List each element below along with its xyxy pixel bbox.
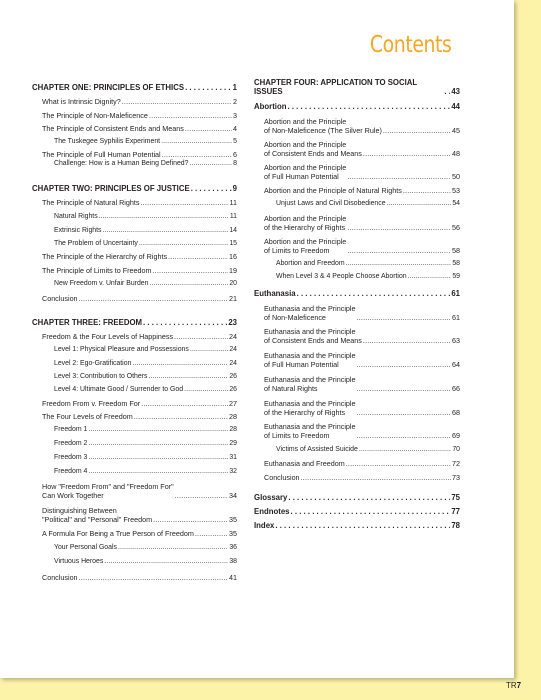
- toc-entry-title: The Tuskegee Syphilis Experiment: [54, 138, 161, 145]
- toc-entry-page: 21: [229, 294, 237, 303]
- toc-entry-page: 59: [452, 273, 460, 280]
- dot-leader: [143, 318, 227, 327]
- toc-entry-title: Euthanasia and the Principle of Non-Maleficence: [264, 304, 356, 322]
- toc-entry-title: CHAPTER TWO: PRINCIPLES OF JUSTICE: [32, 184, 190, 193]
- toc-entry-page: 41: [229, 573, 237, 582]
- toc-entry: [42, 482, 237, 500]
- toc-entry-title: Natural Rights: [54, 213, 98, 220]
- toc-entry-title: Virtuous Heroes: [54, 558, 104, 565]
- toc-entry-title: Euthanasia and the Principle of Consistent Ends and Means: [264, 327, 362, 345]
- toc-entry-page: 5: [233, 138, 237, 145]
- toc-entry-page: 6: [233, 150, 237, 159]
- toc-entry-page: 24: [229, 346, 237, 353]
- toc-entry-title: The Principle of Limits to Freedom: [42, 266, 152, 275]
- dot-leader: [189, 159, 232, 168]
- dot-leader: [168, 252, 228, 261]
- toc-entry-page: 27: [229, 399, 237, 408]
- toc-entry-page: 26: [229, 373, 237, 380]
- dot-leader: [99, 212, 229, 221]
- toc-entry-title: Freedom & the Four Levels of Happiness: [42, 332, 174, 341]
- toc-entry-page: 68: [452, 408, 460, 417]
- toc-entry-title: A Formula For Being a True Person of Freedom: [42, 529, 194, 538]
- toc-entry: [264, 459, 460, 468]
- toc-entry-title: The Principle of the Hierarchy of Rights: [42, 252, 168, 261]
- toc-column-right: [254, 78, 460, 530]
- toc-heading: [254, 102, 460, 111]
- toc-entry: [264, 473, 460, 482]
- toc-entry-title: Conclusion: [264, 473, 300, 482]
- page-folio: [506, 681, 521, 690]
- toc-entry-page: 26: [229, 386, 237, 393]
- toc-entry: [264, 214, 460, 232]
- dot-leader: [347, 172, 451, 181]
- toc-entry: [42, 198, 237, 207]
- toc-entry-title: CHAPTER FOUR: APPLICATION TO SOCIAL ISSUES: [254, 78, 418, 96]
- toc-entry-page: 78: [451, 521, 460, 530]
- toc-entry-page: 9: [232, 184, 237, 193]
- toc-entry-title: Abortion: [254, 102, 287, 111]
- dot-leader: [301, 473, 451, 482]
- dot-leader: [347, 246, 451, 255]
- toc-entry: [264, 327, 460, 345]
- toc-heading: [254, 78, 460, 96]
- dot-leader: [149, 279, 228, 288]
- toc-entry-page: 35: [229, 515, 237, 524]
- toc-entry: [54, 239, 237, 248]
- toc-entry-page: 24: [229, 360, 237, 367]
- toc-entry-title: Abortion and the Principle of Limits to Freedom: [264, 237, 347, 255]
- toc-entry: [54, 372, 237, 381]
- toc-entry: [42, 412, 237, 421]
- toc-entry-page: 44: [451, 102, 460, 111]
- dot-leader: [88, 439, 228, 448]
- toc-entry-title: Euthanasia and Freedom: [264, 459, 345, 468]
- toc-heading: [254, 289, 460, 298]
- toc-entry-page: 64: [452, 360, 460, 369]
- toc-entry-page: 58: [452, 260, 460, 267]
- dot-leader: [149, 111, 232, 120]
- toc-entry: [54, 279, 237, 288]
- dot-leader: [359, 445, 451, 454]
- toc-entry: [264, 140, 460, 158]
- toc-entry-title: Abortion and the Principle of Natural Rights: [264, 186, 402, 195]
- toc-entry-page: 2: [233, 97, 237, 106]
- toc-entry-title: Abortion and the Principle of Non-Maleficence (The Silver Rule): [264, 117, 382, 135]
- toc-entry-page: 19: [229, 266, 237, 275]
- dot-leader: [383, 126, 451, 135]
- dot-leader: [195, 529, 228, 538]
- toc-entry: [42, 97, 237, 106]
- toc-entry: [264, 237, 460, 255]
- dot-leader: [190, 345, 229, 354]
- dot-leader: [346, 459, 451, 468]
- toc-entry: [54, 467, 237, 476]
- toc-entry-title: Euthanasia and the Principle of Natural Rights: [264, 375, 356, 393]
- toc-entry-page: 36: [229, 544, 237, 551]
- toc-entry-page: 24: [229, 332, 237, 341]
- dot-leader: [162, 150, 232, 159]
- toc-entry-page: 53: [452, 186, 460, 195]
- toc-entry: [42, 150, 237, 159]
- toc-entry: [264, 375, 460, 393]
- toc-entry: [42, 529, 237, 538]
- toc-entry-title: Distinguishing Between "Political" and "Personal" Freedom: [42, 506, 153, 524]
- toc-entry: [276, 259, 460, 268]
- toc-entry-page: 48: [452, 149, 460, 158]
- dot-leader: [139, 239, 228, 248]
- toc-entry: [54, 137, 237, 146]
- toc-entry-title: The Problem of Uncertainty: [54, 240, 138, 247]
- toc-entry-page: 23: [228, 318, 237, 327]
- toc-entry-title: Euthanasia and the Principle of the Hierarchy of Rights: [264, 399, 356, 417]
- dot-leader: [88, 467, 228, 476]
- toc-entry-page: 56: [452, 223, 460, 232]
- toc-entry-title: Abortion and the Principle of Full Human Potential: [264, 163, 347, 181]
- toc-entry: [54, 212, 237, 221]
- dot-leader: [403, 186, 451, 195]
- dot-leader: [175, 491, 228, 500]
- toc-entry: [42, 506, 237, 524]
- dot-leader: [387, 199, 452, 208]
- dot-leader: [275, 521, 450, 530]
- toc-entry-title: Level 1: Physical Pleasure and Possessions: [54, 346, 189, 353]
- toc-entry-page: 58: [452, 246, 460, 255]
- toc-entry: [54, 557, 237, 566]
- toc-entry-title: The Principle of Full Human Potential: [42, 150, 161, 159]
- toc-entry-page: 75: [451, 493, 460, 502]
- toc-entry-title: Freedom 3: [54, 454, 88, 461]
- toc-entry-page: 4: [233, 124, 237, 133]
- toc-entry: [42, 124, 237, 133]
- toc-entry-title: How "Freedom From" and "Freedom For" Can Work Together: [42, 482, 174, 500]
- toc-entry-title: Abortion and the Principle of the Hierarchy of Rights: [264, 214, 347, 232]
- dot-leader: [191, 184, 232, 193]
- toc-entry-title: Unjust Laws and Civil Disobedience: [276, 200, 386, 207]
- dot-leader: [185, 124, 232, 133]
- toc-entry: [54, 226, 237, 235]
- toc-entry-title: Index: [254, 521, 275, 530]
- toc-entry-page: 15: [229, 240, 237, 247]
- toc-entry: [54, 453, 237, 462]
- toc-entry-title: New Freedom v. Unfair Burden: [54, 280, 149, 287]
- toc-entry-page: 28: [229, 426, 237, 433]
- toc-entry-title: Your Personal Goals: [54, 544, 117, 551]
- dot-leader: [291, 507, 451, 516]
- toc-entry: [264, 186, 460, 195]
- dot-leader: [79, 294, 228, 303]
- toc-entry-page: 61: [451, 289, 460, 298]
- toc-entry-page: 34: [229, 491, 237, 500]
- toc-entry-page: 11: [229, 213, 237, 220]
- toc-entry-title: Level 2: Ego-Gratification: [54, 360, 132, 367]
- toc-entry: [264, 351, 460, 369]
- toc-entry-title: CHAPTER ONE: PRINCIPLES OF ETHICS: [32, 83, 185, 92]
- toc-entry: [276, 445, 460, 454]
- toc-entry-title: Freedom 4: [54, 468, 88, 475]
- dot-leader: [104, 557, 228, 566]
- dot-leader: [122, 97, 232, 106]
- dot-leader: [152, 266, 228, 275]
- toc-entry: [42, 252, 237, 261]
- toc-entry-page: 54: [452, 200, 460, 207]
- dot-leader: [102, 226, 228, 235]
- toc-entry-title: Euthanasia and the Principle of Limits to Freedom: [264, 422, 356, 440]
- dot-leader: [134, 412, 228, 421]
- toc-heading: [32, 318, 237, 327]
- toc-entry: [42, 111, 237, 120]
- toc-entry-title: Extrinsic Rights: [54, 227, 102, 234]
- toc-entry-title: When Level 3 & 4 People Choose Abortion: [276, 273, 407, 280]
- folio-prefix: TR: [506, 681, 517, 690]
- toc-entry: [264, 422, 460, 440]
- dot-leader: [357, 384, 451, 393]
- dot-leader: [141, 399, 228, 408]
- toc-entry-title: Euthanasia: [254, 289, 296, 298]
- toc-entry: [264, 399, 460, 417]
- toc-entry-page: 63: [452, 336, 460, 345]
- toc-entry-title: The Principle of Natural Rights: [42, 198, 140, 207]
- toc-entry-title: Glossary: [254, 493, 288, 502]
- toc-entry-page: 20: [229, 280, 237, 287]
- folio-number: 7: [516, 681, 522, 690]
- toc-entry: [276, 272, 460, 281]
- toc-entry-page: 70: [452, 446, 460, 453]
- dot-leader: [153, 515, 228, 524]
- toc-entry-title: Freedom 2: [54, 440, 88, 447]
- toc-entry-title: Level 4: Ultimate Good / Surrender to God: [54, 386, 184, 393]
- dot-leader: [132, 359, 228, 368]
- dot-leader: [288, 493, 450, 502]
- dot-leader: [357, 313, 451, 322]
- toc-entry-title: The Principle of Non-Maleficence: [42, 111, 148, 120]
- dot-leader: [297, 289, 451, 298]
- toc-entry: [54, 345, 237, 354]
- toc-entry-page: 77: [451, 507, 460, 516]
- toc-entry-page: 72: [452, 459, 460, 468]
- toc-entry-page: 3: [233, 111, 237, 120]
- toc-entry-title: The Four Levels of Freedom: [42, 412, 133, 421]
- dot-leader: [79, 573, 228, 582]
- dot-leader: [357, 431, 451, 440]
- toc-heading: [32, 184, 237, 193]
- toc-entry-title: Freedom From v. Freedom For: [42, 399, 141, 408]
- toc-entry-page: 50: [452, 172, 460, 181]
- toc-entry-title: Endnotes: [254, 507, 290, 516]
- dot-leader: [363, 336, 451, 345]
- toc-entry-title: Conclusion: [42, 294, 78, 303]
- toc-entry: [264, 163, 460, 181]
- toc-entry-title: CHAPTER THREE: FREEDOM: [32, 318, 143, 327]
- dot-leader: [357, 408, 451, 417]
- dot-leader: [88, 453, 228, 462]
- dot-leader: [185, 83, 232, 92]
- toc-entry: [54, 439, 237, 448]
- toc-entry-page: 35: [229, 529, 237, 538]
- toc-entry: [54, 359, 237, 368]
- dot-leader: [140, 198, 228, 207]
- toc-column-left: [32, 78, 237, 582]
- toc-entry-page: 11: [229, 198, 237, 207]
- page-title: Contents: [369, 32, 451, 58]
- toc-heading: [32, 83, 237, 92]
- toc-entry: [54, 543, 237, 552]
- toc-entry-title: Euthanasia and the Principle of Full Human Potential: [264, 351, 356, 369]
- toc-entry-page: 69: [452, 431, 460, 440]
- toc-entry-title: Level 3: Contribution to Others: [54, 373, 148, 380]
- dot-leader: [118, 543, 228, 552]
- dot-leader: [287, 102, 450, 111]
- toc-entry-title: Freedom 1: [54, 426, 88, 433]
- dot-leader: [346, 259, 452, 268]
- dot-leader: [357, 360, 451, 369]
- toc-entry-page: 45: [452, 126, 460, 135]
- toc-heading: [254, 521, 460, 530]
- toc-entry-title: Abortion and the Principle of Consistent Ends and Means: [264, 140, 362, 158]
- toc-entry-page: 38: [229, 558, 237, 565]
- toc-entry-page: 29: [229, 440, 237, 447]
- toc-heading: [254, 493, 460, 502]
- dot-leader: [174, 332, 228, 341]
- toc-entry: [264, 304, 460, 322]
- toc-entry-page: 28: [229, 412, 237, 421]
- toc-entry-page: 14: [229, 227, 237, 234]
- toc-entry: [42, 294, 237, 303]
- toc-entry: [276, 199, 460, 208]
- toc-entry: [42, 332, 237, 341]
- toc-entry-page: 1: [232, 83, 237, 92]
- toc-entry-page: 31: [229, 454, 237, 461]
- toc-entry-title: Abortion and Freedom: [276, 260, 345, 267]
- toc-entry-title: Conclusion: [42, 573, 78, 582]
- toc-entry: [42, 573, 237, 582]
- dot-leader: [184, 385, 228, 394]
- toc-entry-page: 73: [452, 473, 460, 482]
- toc-entry-title: The Principle of Consistent Ends and Means: [42, 124, 184, 133]
- toc-entry-title: Challenge: How is a Human Being Defined?: [54, 160, 189, 167]
- dot-leader: [408, 272, 452, 281]
- toc-entry: [54, 159, 237, 168]
- dot-leader: [88, 425, 228, 434]
- toc-entry-page: 43: [451, 87, 460, 96]
- dot-leader: [347, 223, 451, 232]
- dot-leader: [363, 149, 451, 158]
- toc-heading: [254, 507, 460, 516]
- toc-entry: [264, 117, 460, 135]
- toc-entry: [42, 266, 237, 275]
- toc-entry-page: 32: [229, 468, 237, 475]
- toc-entry: [54, 385, 237, 394]
- toc-entry-page: 8: [233, 160, 237, 167]
- dot-leader: [148, 372, 228, 381]
- toc-entry-page: 16: [229, 252, 237, 261]
- toc-entry-page: 61: [452, 313, 460, 322]
- toc-entry-title: Victims of Assisted Suicide: [276, 446, 358, 453]
- toc-entry-title: What is Intrinsic Dignity?: [42, 97, 121, 106]
- dot-leader: [161, 137, 232, 146]
- toc-entry: [42, 399, 237, 408]
- toc-entry-page: 66: [452, 384, 460, 393]
- toc-entry: [54, 425, 237, 434]
- dot-leader: [444, 87, 450, 96]
